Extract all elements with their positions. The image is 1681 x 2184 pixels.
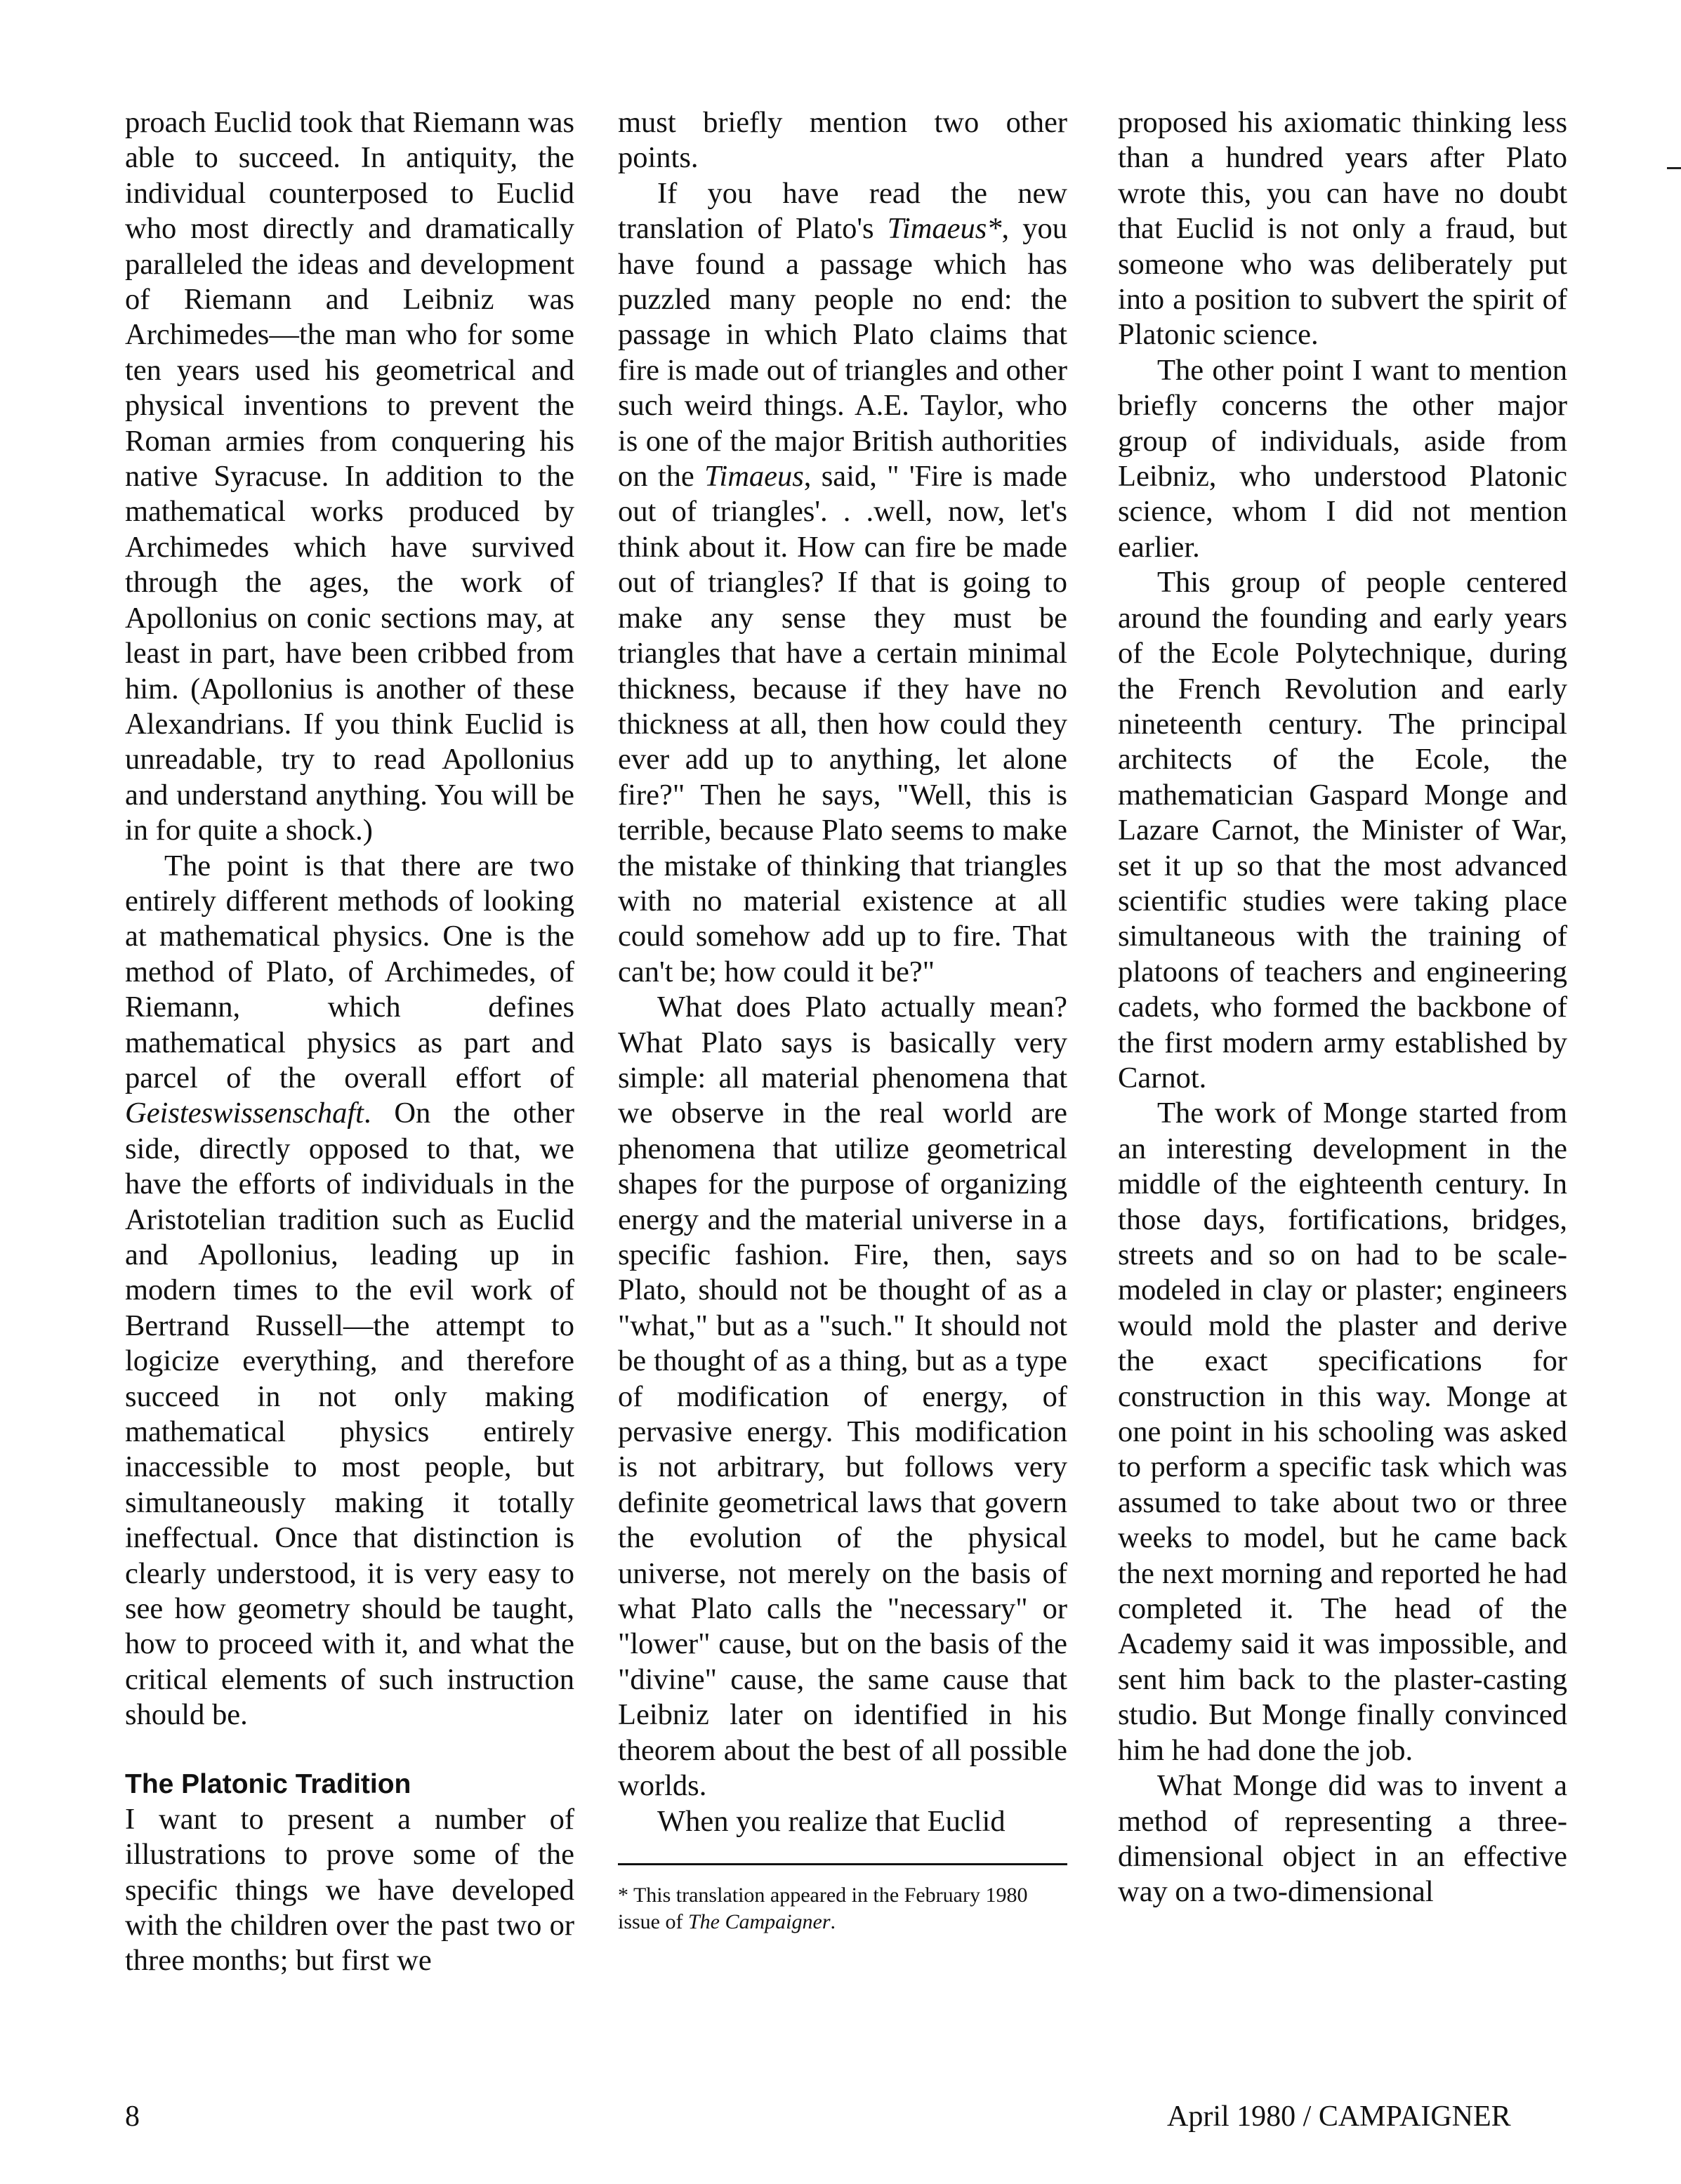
paragraph: If you have read the new translation of Plato's Timaeus*, you have found a passage which has puzzled many people no end: the passage in which Plato claims that fire is made out of triangles and other such weird things. A.E. Taylor, who is one of the major British authorities on the Timaeus, said, " 'Fire is made out of triangles'. . .well, now, let's think about it. How can fire be made out of triangles? If that is going to make any sense they must be triangles that have a certain minimal thickness, because if they have no thickness at all, then how could they ever add up to anything, let alone fire?" Then he says, "Well, this is terrible, because Plato seems to make the mistake of thinking that triangles with no material existence at all could somehow add up to fire. That can't be; how could it be?" <box>618 176 1068 988</box>
paragraph: When you realize that Euclid <box>657 1804 1006 1838</box>
footnote: * This translation appeared in the February 1980 issue of The Campaigner. <box>618 1883 1028 1933</box>
column-2 <box>618 105 1067 1935</box>
paragraph: What does Plato actually mean? What Plato says is basically very simple: all material phenomena that we observe in the real world are phenomena that utilize geometrical shapes for the purpose of organizing energy and the material universe in a specific fashion. Fire, then, says Plato, should not be thought of as a "what," but as a "such." It should not be thought of as a thing, but as a type of modification of energy, of pervasive energy. This modification is not arbitrary, but follows very definite geometrical laws that govern the evolution of the physical universe, not merely on the basis of what Plato calls the "necessary" or "lower" cause, but on the basis of the "divine" cause, the same cause that Leibniz later on identified in his theorem about the best of all possible worlds. <box>618 991 1067 1803</box>
column-3 <box>1118 105 1567 1910</box>
paragraph: I want to present a number of illustrations to prove some of the specific things we have developed with the children over the past two or three months; but first we <box>125 1802 574 1978</box>
margin-mark <box>1667 167 1681 169</box>
column-1 <box>125 105 574 1979</box>
paragraph: proposed his axiomatic thinking less than a hundred years after Plato wrote this, you can have no doubt that Euclid is not only a fraud, but someone who was deliberately put into a position to subvert the spirit of Platonic science. <box>1118 106 1567 352</box>
footnote-divider <box>618 1863 1067 1865</box>
issue-label: April 1980 / CAMPAIGNER <box>1167 2100 1511 2133</box>
paragraph: The other point I want to mention briefly concerns the other major group of individuals, aside from Leibniz, who understood Platonic science, whom I did not mention earlier. <box>1118 353 1567 564</box>
paragraph: The work of Monge started from an interesting development in the middle of the eighteenth century. In those days, fortifications, bridges, streets and so on had to be scale-modeled in clay or plaster; engineers would mold the plaster and derive the exact specifications for construction in this way. Monge at one point in his schooling was asked to perform a specific task which was assumed to take about two or three weeks to model, but he came back the next morning and reported he had completed it. The head of the Academy said it was impossible, and sent him back to the plaster-casting studio. But Monge finally convinced him he had done the job. <box>1118 1097 1567 1767</box>
section-heading: The Platonic Tradition <box>125 1768 411 1799</box>
paragraph: The point is that there are two entirely different methods of looking at mathematical physics. One is the method of Plato, of Archimedes, of Riemann, which defines mathematical physics as part and parcel of the overall effort of Geisteswissenschaft. On the other side, directly opposed to that, we have the efforts of individuals in the Aristotelian tradition such as Euclid and Apollonius, leading up in modern times to the evil work of Bertrand Russell—the attempt to logicize everything, and therefore succeed in not only making mathematical physics entirely inaccessible to most people, but simultaneously making it totally ineffectual. Once that distinction is clearly understood, it is very easy to see how geometry should be taught, how to proceed with it, and what the critical elements of such instruction should be. <box>125 849 574 1732</box>
paragraph: proach Euclid took that Riemann was able to succeed. In antiquity, the individual counterposed to Euclid who most directly and dramatically paralleled the ideas and development of Riemann and Leibniz was Archimedes—the man who for some ten years used his geometrical and physical inventions to prevent the Roman armies from conquering his native Syracuse. In addition to the mathematical works produced by Archimedes which have survived through the ages, the work of Apollonius on conic sections may, at least in part, have been cribbed from him. (Apollonius is another of these Alexandrians. If you think Euclid is unreadable, try to read Apollonius and understand anything. You will be in for quite a shock.) <box>125 106 574 847</box>
page-number: 8 <box>125 2100 140 2133</box>
paragraph: must briefly mention two other points. <box>618 106 1067 175</box>
paragraph: This group of people centered around the founding and early years of the Ecole Polytechnique, during the French Revolution and early nineteenth century. The principal architects of the Ecole, the mathematician Gaspard Monge and Lazare Carnot, the Minister of War, set it up so that the most advanced scientific studies were taking place simultaneous with the training of platoons of teachers and engineering cadets, who formed the backbone of the first modern army established by Carnot. <box>1118 566 1567 1094</box>
paragraph: What Monge did was to invent a method of representing a three-dimensional object in an effective way on a two-dimensional <box>1118 1769 1567 1909</box>
